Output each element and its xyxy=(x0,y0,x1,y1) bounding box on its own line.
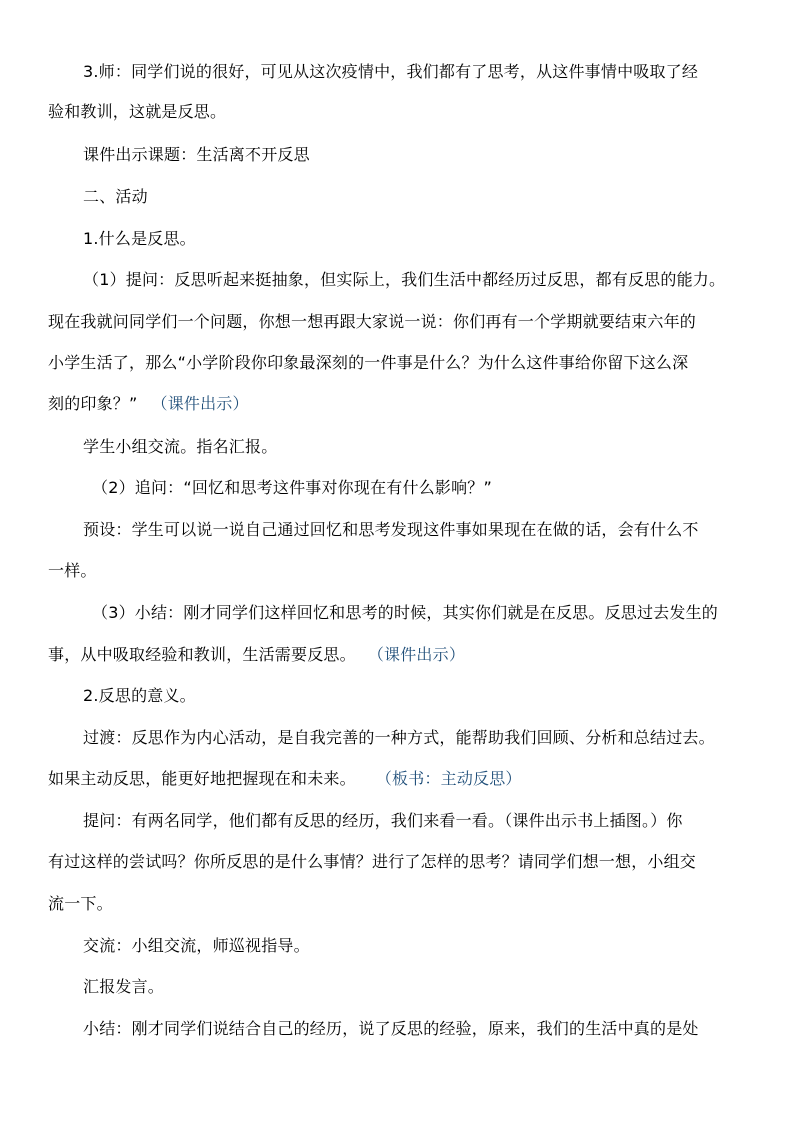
paragraph-line: 有过这样的尝试吗？你所反思的是什么事情？进行了怎样的思考？请同学们想一想，小组交 xyxy=(48,852,697,871)
paragraph-line: （2）追问：“回忆和思考这件事对你现在有什么影响？” xyxy=(92,478,492,497)
courseware-note: （课件出示） xyxy=(151,394,249,413)
paragraph-line xyxy=(48,769,522,789)
paragraph-line: （1）提问：反思听起来挺抽象，但实际上，我们生活中都经历过反思，都有反思的能力。 xyxy=(83,270,726,289)
paragraph-line: 过渡：反思作为内心活动，是自我完善的一种方式，能帮助我们回顾、分析和总结过去。 xyxy=(83,728,715,747)
paragraph-line: 验和教训，这就是反思。 xyxy=(48,102,227,121)
subsection-heading: 2.反思的意义。 xyxy=(83,686,196,705)
paragraph-line: 小结：刚才同学们说结合自己的经历，说了反思的经验，原来，我们的生活中真的是处 xyxy=(83,1019,699,1038)
paragraph-line xyxy=(48,645,465,665)
paragraph-text: 如果主动反思，能更好地把握现在和未来。 xyxy=(48,769,356,788)
board-note: （板书：主动反思） xyxy=(375,769,522,788)
section-heading: 二、活动 xyxy=(83,187,148,206)
paragraph-line: 提问：有两名同学，他们都有反思的经历，我们来看一看。（课件出示书上插图。）你 xyxy=(83,811,683,830)
paragraph-line: 预设：学生可以说一说自己通过回忆和思考发现这件事如果现在在做的话，会有什么不 xyxy=(83,520,699,539)
paragraph-line: 现在我就问同学们一个问题，你想一想再跟大家说一说：你们再有一个学期就要结束六年的 xyxy=(48,312,697,331)
paragraph-line: 3.师：同学们说的很好，可见从这次疫情中，我们都有了思考，从这件事情中吸取了经 xyxy=(83,62,699,81)
paragraph-line: 小学生活了，那么“小学阶段你印象最深刻的一件事是什么？为什么这件事给你留下这么深 xyxy=(48,353,689,372)
subsection-heading: 1.什么是反思。 xyxy=(83,229,196,248)
paragraph-line: （3）小结：刚才同学们这样回忆和思考的时候，其实你们就是在反思。反思过去发生的 xyxy=(92,603,718,622)
paragraph-line: 流一下。 xyxy=(48,894,113,913)
paragraph-text: 刻的印象？” xyxy=(48,394,138,413)
paragraph-line: 学生小组交流。指名汇报。 xyxy=(83,437,278,456)
paragraph-line: 交流：小组交流，师巡视指导。 xyxy=(83,936,310,955)
paragraph-line xyxy=(48,394,249,414)
courseware-note: （课件出示） xyxy=(367,645,466,664)
paragraph-line: 汇报发言。 xyxy=(83,977,165,996)
courseware-title-line: 课件出示课题：生活离不开反思 xyxy=(83,145,310,164)
paragraph-text: 事，从中吸取经验和教训，生活需要反思。 xyxy=(48,645,356,664)
paragraph-line: 一样。 xyxy=(48,561,97,580)
